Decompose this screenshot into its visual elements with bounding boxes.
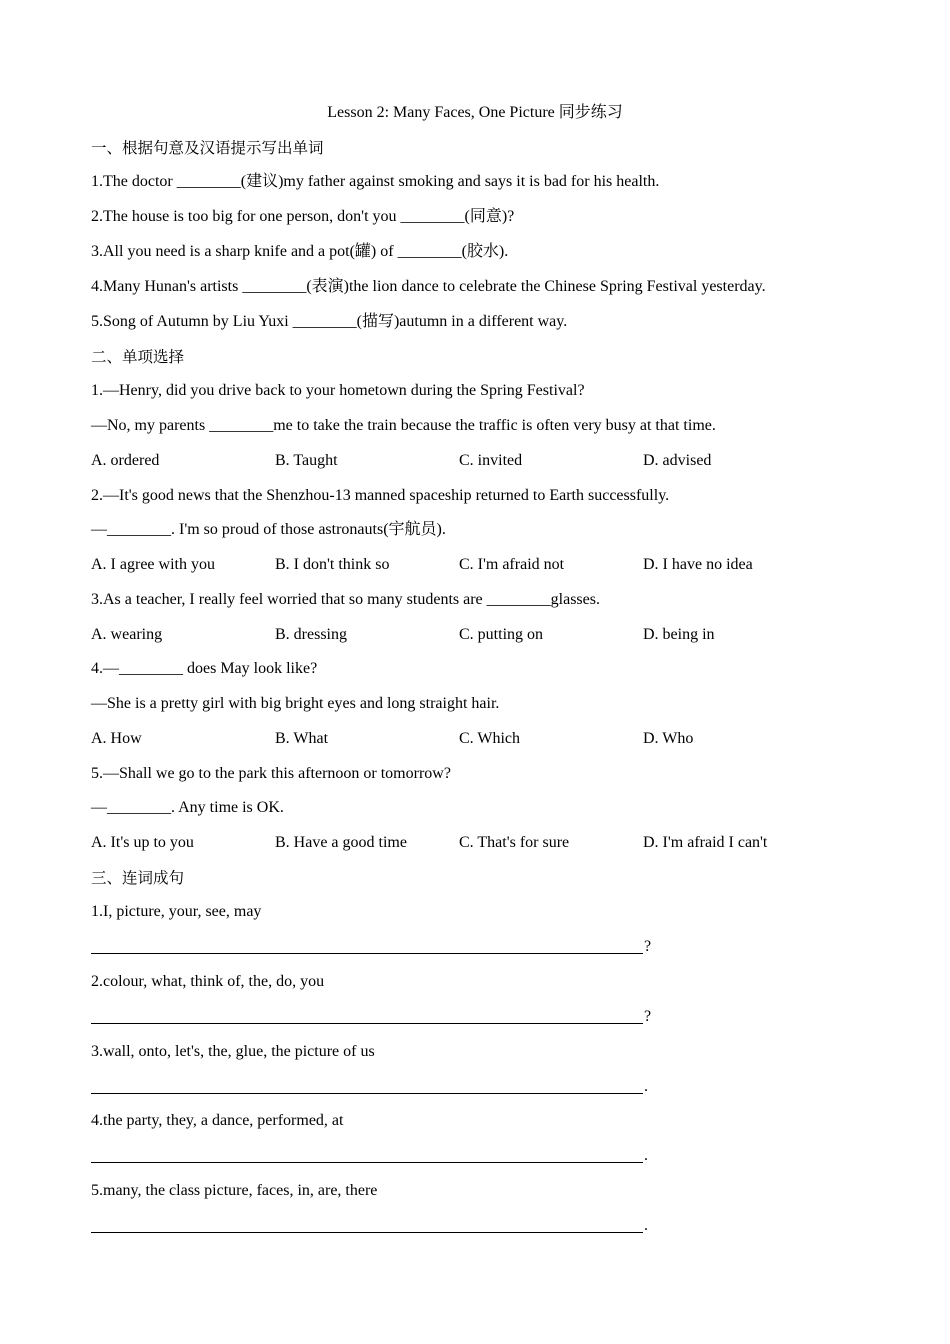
answer-rule bbox=[91, 1162, 643, 1163]
mc-question-4-options bbox=[91, 728, 851, 750]
option-c: C. putting on bbox=[459, 626, 544, 643]
answer-rule bbox=[91, 1232, 643, 1233]
sentence-prompt-2: 2.colour, what, think of, the, do, you bbox=[91, 973, 325, 990]
option-d: D. I have no idea bbox=[643, 556, 753, 573]
answer-end-mark: . bbox=[644, 1217, 648, 1234]
mc-question-1-line-2: —No, my parents ________me to take the train because the traffic is often very busy at that time. bbox=[91, 417, 716, 434]
answer-line-5 bbox=[91, 1215, 671, 1237]
sentence-prompt-5: 5.many, the class picture, faces, in, are, there bbox=[91, 1182, 378, 1199]
option-b: B. dressing bbox=[275, 626, 347, 643]
mc-question-5-line-1: 5.—Shall we go to the park this afternoon or tomorrow? bbox=[91, 765, 451, 782]
fill-blank-item-3: 3.All you need is a sharp knife and a pot(罐) of ________(胶水). bbox=[91, 243, 509, 260]
option-b: B. I don't think so bbox=[275, 556, 390, 573]
answer-end-mark: ? bbox=[644, 938, 652, 955]
option-c: C. That's for sure bbox=[459, 834, 570, 851]
mc-question-1-line-1: 1.—Henry, did you drive back to your hometown during the Spring Festival? bbox=[91, 382, 585, 399]
answer-end-mark: ? bbox=[644, 1008, 652, 1025]
sentence-prompt-3: 3.wall, onto, let's, the, glue, the picture of us bbox=[91, 1043, 375, 1060]
option-c: C. invited bbox=[459, 452, 523, 469]
answer-line-1 bbox=[91, 936, 671, 958]
sentence-prompt-4: 4.the party, they, a dance, performed, at bbox=[91, 1112, 344, 1129]
option-b: B. Taught bbox=[275, 452, 338, 469]
answer-line-2 bbox=[91, 1006, 671, 1028]
option-c: C. Which bbox=[459, 730, 521, 747]
option-c: C. I'm afraid not bbox=[459, 556, 565, 573]
answer-rule bbox=[91, 953, 643, 954]
fill-blank-item-1: 1.The doctor ________(建议)my father against smoking and says it is bad for his health. bbox=[91, 173, 660, 190]
answer-line-3 bbox=[91, 1076, 671, 1098]
option-b: B. Have a good time bbox=[275, 834, 407, 851]
answer-end-mark: . bbox=[644, 1078, 648, 1095]
option-d: D. Who bbox=[643, 730, 694, 747]
answer-rule bbox=[91, 1023, 643, 1024]
option-b: B. What bbox=[275, 730, 329, 747]
mc-question-1-options bbox=[91, 450, 851, 472]
page-title: Lesson 2: Many Faces, One Picture 同步练习 bbox=[327, 104, 623, 121]
section2-heading: 二、单项选择 bbox=[91, 348, 185, 366]
option-a: A. ordered bbox=[91, 452, 160, 469]
sentence-prompt-1: 1.I, picture, your, see, may bbox=[91, 903, 262, 920]
option-a: A. How bbox=[91, 730, 142, 747]
mc-question-5-line-2: —________. Any time is OK. bbox=[91, 799, 284, 816]
mc-question-3-line-1: 3.As a teacher, I really feel worried that so many students are ________glasses. bbox=[91, 591, 600, 608]
mc-question-5-options bbox=[91, 832, 851, 854]
answer-line-4 bbox=[91, 1145, 671, 1167]
option-d: D. I'm afraid I can't bbox=[643, 834, 768, 851]
answer-end-mark: . bbox=[644, 1147, 648, 1164]
mc-question-3-options bbox=[91, 624, 851, 646]
fill-blank-item-4: 4.Many Hunan's artists ________(表演)the lion dance to celebrate the Chinese Spring Festival yesterday. bbox=[91, 278, 766, 295]
answer-rule bbox=[91, 1093, 643, 1094]
option-a: A. I agree with you bbox=[91, 556, 215, 573]
option-a: A. wearing bbox=[91, 626, 163, 643]
option-d: D. advised bbox=[643, 452, 712, 469]
mc-question-4-line-2: —She is a pretty girl with big bright eyes and long straight hair. bbox=[91, 695, 500, 712]
mc-question-4-line-1: 4.—________ does May look like? bbox=[91, 660, 318, 677]
mc-question-2-line-2: —________. I'm so proud of those astronauts(宇航员). bbox=[91, 521, 446, 538]
section1-heading: 一、根据句意及汉语提示写出单词 bbox=[91, 139, 324, 157]
option-d: D. being in bbox=[643, 626, 715, 643]
fill-blank-item-5: 5.Song of Autumn by Liu Yuxi ________(描写)autumn in a different way. bbox=[91, 313, 568, 330]
mc-question-2-line-1: 2.—It's good news that the Shenzhou-13 manned spaceship returned to Earth successfully. bbox=[91, 487, 670, 504]
mc-question-2-options bbox=[91, 554, 851, 576]
fill-blank-item-2: 2.The house is too big for one person, don't you ________(同意)? bbox=[91, 208, 515, 225]
section3-heading: 三、连词成句 bbox=[91, 869, 185, 887]
option-a: A. It's up to you bbox=[91, 834, 194, 851]
